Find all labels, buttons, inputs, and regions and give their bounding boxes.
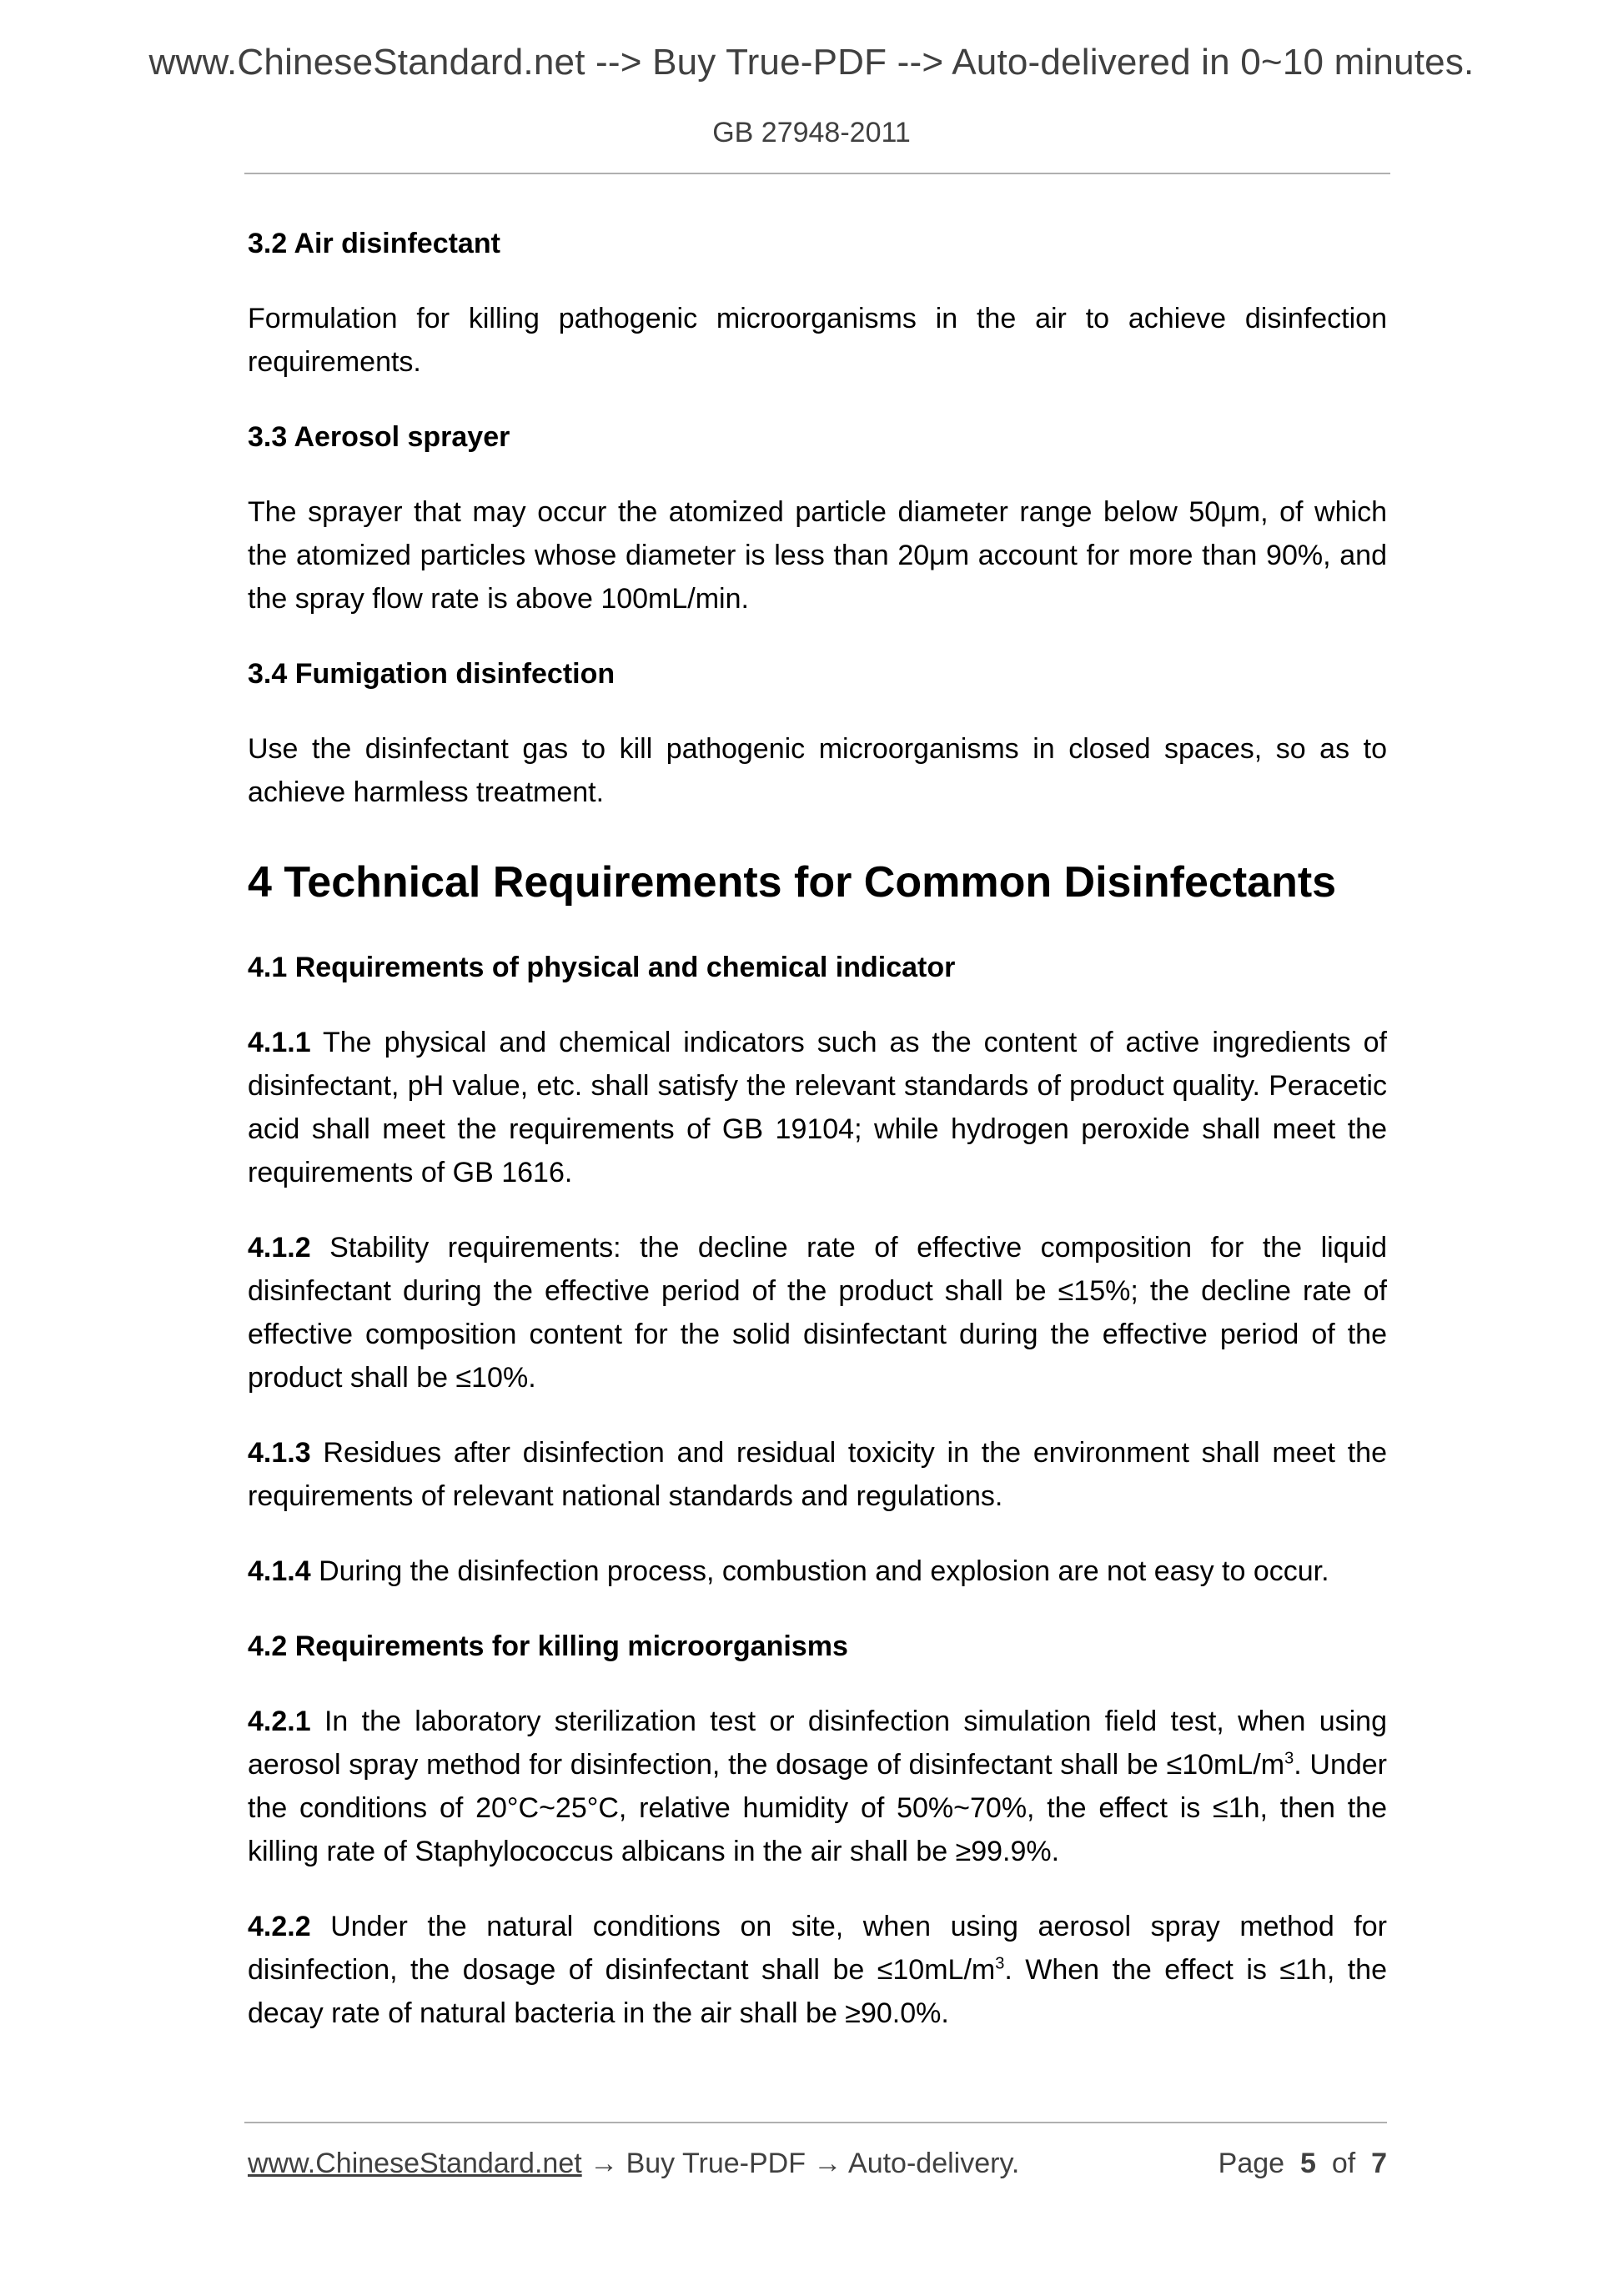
clause-text: The physical and chemical indicators such as the content of active ingredients of disinfectant, pH value, etc. shall satisfy the relevant standards of product quality. Peracetic acid shall meet the requirements of GB 19104; while hydrogen peroxide shall meet the requirements of GB 1616. (248, 1027, 1387, 1188)
section-3-2-heading: 3.2 Air disinfectant (248, 228, 500, 259)
clause-4-1-4 (248, 1550, 1387, 1593)
page-total: 7 (1371, 2148, 1387, 2179)
standard-code: GB 27948-2011 (712, 117, 911, 148)
footer-divider (244, 2122, 1387, 2123)
header-divider (244, 173, 1390, 174)
clause-text: During the disinfection process, combustion and explosion are not easy to occur. (310, 1555, 1329, 1587)
section-3-4-text: Use the disinfectant gas to kill pathogenic microorganisms in closed spaces, so as to achieve harmless treatment. (248, 733, 1387, 808)
superscript: 3 (1284, 1749, 1294, 1768)
clause-number: 4.2.2 (248, 1911, 311, 1942)
clause-text: Stability requirements: the decline rate of effective composition for the liquid disinfectant during the effective period of the product shall be ≤15%; the decline rate of effective composition content for the solid disinfectant during the effective period of the product shall be ≤10%. (248, 1232, 1387, 1394)
clause-text: Under the natural conditions on site, when using aerosol spray method for disinfection, the dosage of disinfectant shall be ≤10mL/m (248, 1911, 1387, 1986)
section-3-3-heading: 3.3 Aerosol sprayer (248, 421, 510, 453)
section-3-2-text: Formulation for killing pathogenic microorganisms in the air to achieve disinfection requirements. (248, 303, 1387, 378)
page-indicator (1219, 2144, 1387, 2183)
clause-text: In the laboratory sterilization test or disinfection simulation field test, when using aerosol spray method for disinfection, the dosage of disinfectant shall be ≤10mL/m (248, 1706, 1387, 1781)
clause-text-cont: . Under the conditions of 20°C~25°C, relative humidity of 50%~70%, the effect is ≤1h, then the killing rate of Staphylococcus albicans in the air shall be ≥99.9%. (248, 1749, 1387, 1867)
clause-4-2-1 (248, 1700, 1387, 1873)
superscript: 3 (995, 1954, 1005, 1973)
arrow-icon: → (581, 2148, 626, 2179)
arrow-icon: → (805, 2148, 849, 2179)
clause-number: 4.1.2 (248, 1232, 311, 1264)
clause-text: Residues after disinfection and residual toxicity in the environment shall meet the requirements of relevant national standards and regulations. (248, 1437, 1387, 1512)
clause-4-1-2 (248, 1226, 1387, 1399)
section-3-3-text: The sprayer that may occur the atomized particle diameter range below 50μm, of which the atomized particles whose diameter is less than 20μm account for more than 90%, and the spray flow rate is above 100mL/min. (248, 496, 1387, 615)
footer-delivery-text: Auto-delivery. (848, 2148, 1020, 2179)
clause-text-cont: . When the effect is ≤1h, the decay rate of natural bacteria in the air shall be ≥90.0%. (248, 1954, 1387, 2029)
clause-4-1-3 (248, 1431, 1387, 1518)
page-of-label: of (1331, 2148, 1356, 2179)
document-body (248, 222, 1387, 2067)
clause-number: 4.1.4 (248, 1555, 311, 1587)
section-4-1-heading: 4.1 Requirements of physical and chemical indicator (248, 952, 956, 983)
page-number: 5 (1299, 2148, 1316, 2179)
page-label: Page (1218, 2148, 1285, 2179)
clause-4-2-2 (248, 1905, 1387, 2035)
footer-link[interactable]: www.ChineseStandard.net (248, 2148, 582, 2179)
clause-number: 4.1.1 (248, 1027, 311, 1058)
clause-number: 4.1.3 (248, 1437, 311, 1469)
section-3-4-heading: 3.4 Fumigation disinfection (248, 658, 616, 690)
top-banner: www.ChineseStandard.net --> Buy True-PDF --> Auto-delivered in 0~10 minutes. (148, 42, 1475, 83)
clause-number: 4.2.1 (248, 1706, 311, 1737)
section-4-2-heading: 4.2 Requirements for killing microorganisms (248, 1630, 848, 1662)
footer-buy-text: Buy True-PDF (626, 2148, 806, 2179)
section-4-heading: 4 Technical Requirements for Common Disinfectants (248, 858, 1337, 907)
page-footer (248, 2144, 1387, 2183)
clause-4-1-1 (248, 1021, 1387, 1194)
